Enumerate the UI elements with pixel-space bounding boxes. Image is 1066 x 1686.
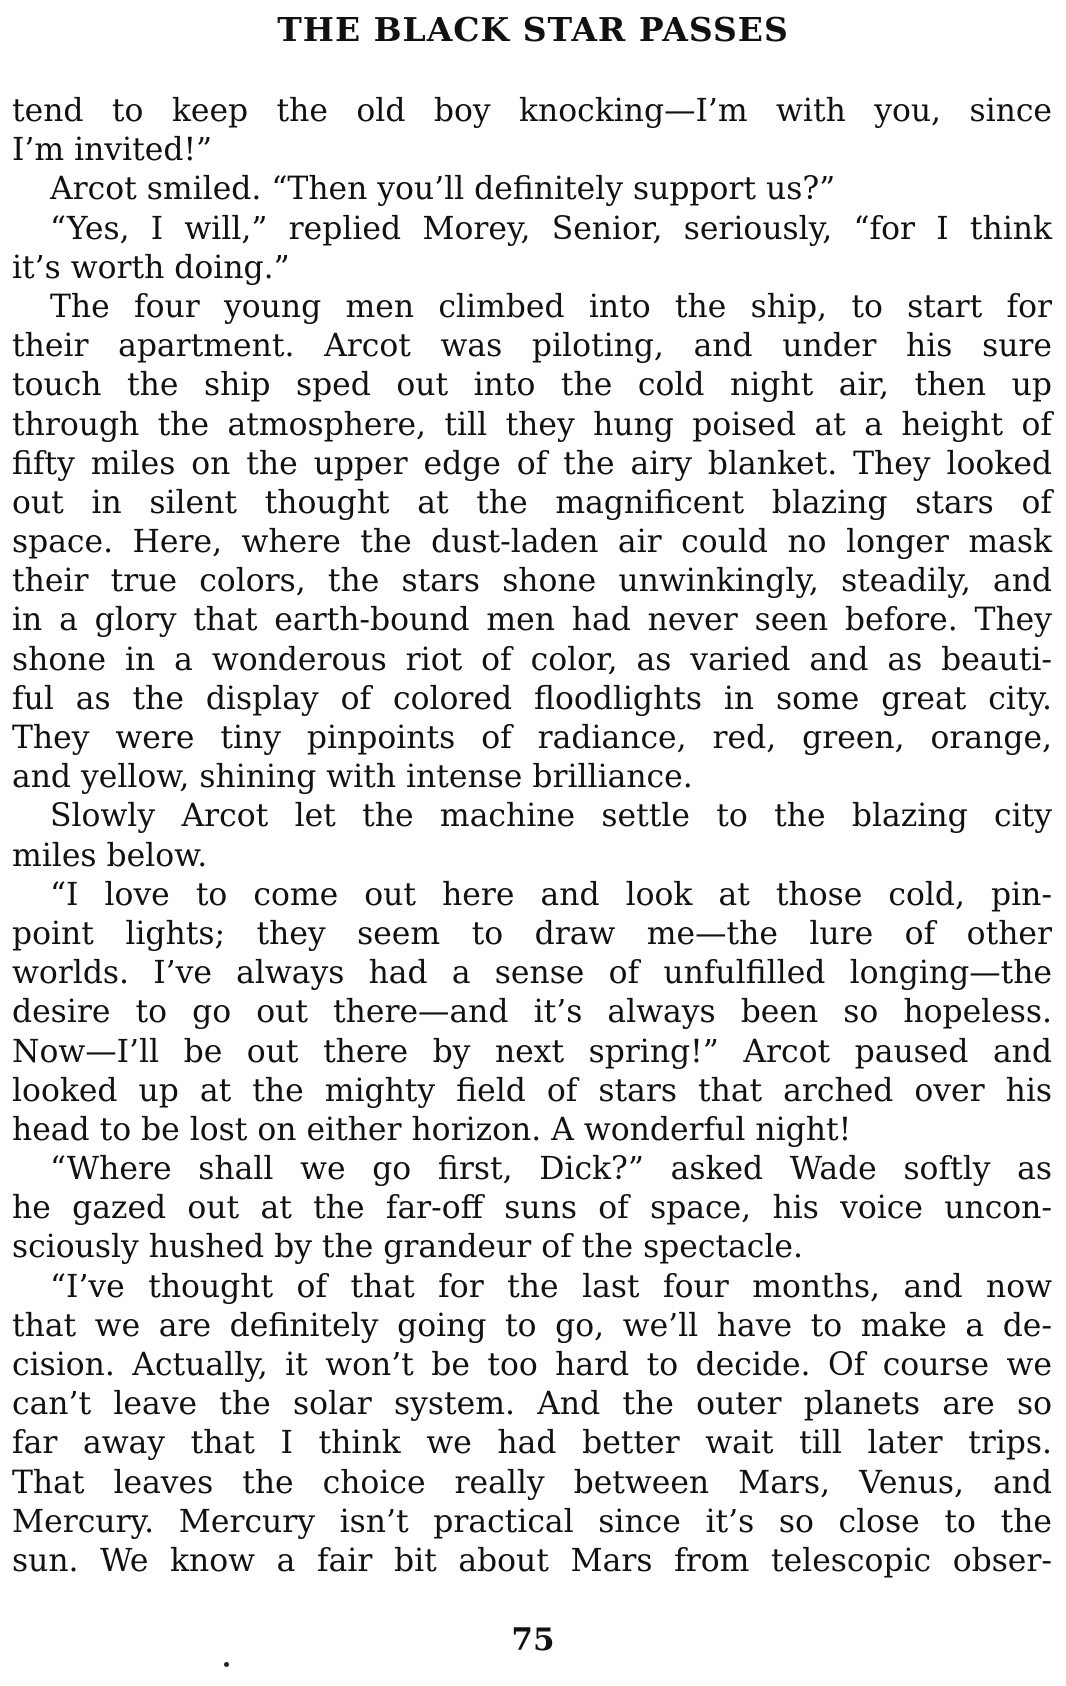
page-number: 75 xyxy=(511,1622,555,1658)
text-line: far away that I think we had better wait till later trips. xyxy=(12,1425,1052,1462)
text-line: The four young men climbed into the ship, to start for xyxy=(50,288,1052,325)
ink-speck xyxy=(224,1662,229,1667)
text-line: “I’ve thought of that for the last four months, and now xyxy=(50,1268,1052,1305)
text-line: head to be lost on either horizon. A wonderful night! xyxy=(12,1111,852,1148)
text-line: it’s worth doing.” xyxy=(12,249,290,286)
text-line: Now—I’ll be out there by next spring!” Arcot paused and xyxy=(12,1033,1052,1070)
text-line: shone in a wonderous riot of color, as varied and as beauti- xyxy=(12,641,1052,678)
text-line: sun. We know a fair bit about Mars from telescopic obser- xyxy=(12,1542,1052,1579)
text-line: sciously hushed by the grandeur of the spectacle. xyxy=(12,1229,803,1266)
text-line: he gazed out at the far-off suns of space, his voice uncon- xyxy=(12,1190,1052,1227)
text-line: and yellow, shining with intense brilliance. xyxy=(12,759,693,796)
text-line: space. Here, where the dust-laden air could no longer mask xyxy=(12,524,1052,561)
text-line: fifty miles on the upper edge of the airy blanket. They looked xyxy=(12,445,1052,482)
body-text xyxy=(12,92,1052,1581)
text-line: That leaves the choice really between Mars, Venus, and xyxy=(12,1464,1052,1501)
text-line: tend to keep the old boy knocking—I’m with you, since xyxy=(12,93,1052,129)
text-line: looked up at the mighty field of stars that arched over his xyxy=(12,1072,1052,1109)
text-line: Arcot smiled. “Then you’ll definitely support us?” xyxy=(50,171,836,208)
text-line: worlds. I’ve always had a sense of unfulfilled longing—the xyxy=(12,955,1052,992)
text-line: in a glory that earth-bound men had never seen before. They xyxy=(12,602,1052,639)
text-line: “I love to come out here and look at those cold, pin- xyxy=(50,876,1052,913)
text-line: ful as the display of colored floodlights in some great city. xyxy=(12,680,1052,717)
text-line: their true colors, the stars shone unwinkingly, steadily, and xyxy=(12,563,1052,600)
text-line: I’m invited!” xyxy=(12,132,213,169)
text-line: They were tiny pinpoints of radiance, red, green, orange, xyxy=(12,720,1052,756)
text-line: their apartment. Arcot was piloting, and under his sure xyxy=(12,328,1052,365)
text-line: that we are definitely going to go, we’ll have to make a de- xyxy=(12,1307,1052,1344)
text-line: out in silent thought at the magnificent blazing stars of xyxy=(12,484,1052,521)
text-line: point lights; they seem to draw me—the lure of other xyxy=(12,915,1052,952)
running-title: THE BLACK STAR PASSES xyxy=(277,10,789,49)
text-line: desire to go out there—and it’s always been so hopeless. xyxy=(12,994,1052,1031)
text-line: Mercury. Mercury isn’t practical since it’s so close to the xyxy=(12,1503,1052,1540)
text-line: “Yes, I will,” replied Morey, Senior, seriously, “for I think xyxy=(50,210,1052,247)
text-line: through the atmosphere, till they hung poised at a height of xyxy=(12,406,1052,443)
text-line: “Where shall we go first, Dick?” asked Wade softly as xyxy=(50,1151,1052,1188)
text-line: miles below. xyxy=(12,837,208,874)
text-line: can’t leave the solar system. And the outer planets are so xyxy=(12,1386,1052,1423)
text-line: Slowly Arcot let the machine settle to the blazing city xyxy=(50,798,1052,835)
text-line: cision. Actually, it won’t be too hard to decide. Of course we xyxy=(12,1347,1052,1383)
text-line: touch the ship sped out into the cold night air, then up xyxy=(12,367,1052,404)
